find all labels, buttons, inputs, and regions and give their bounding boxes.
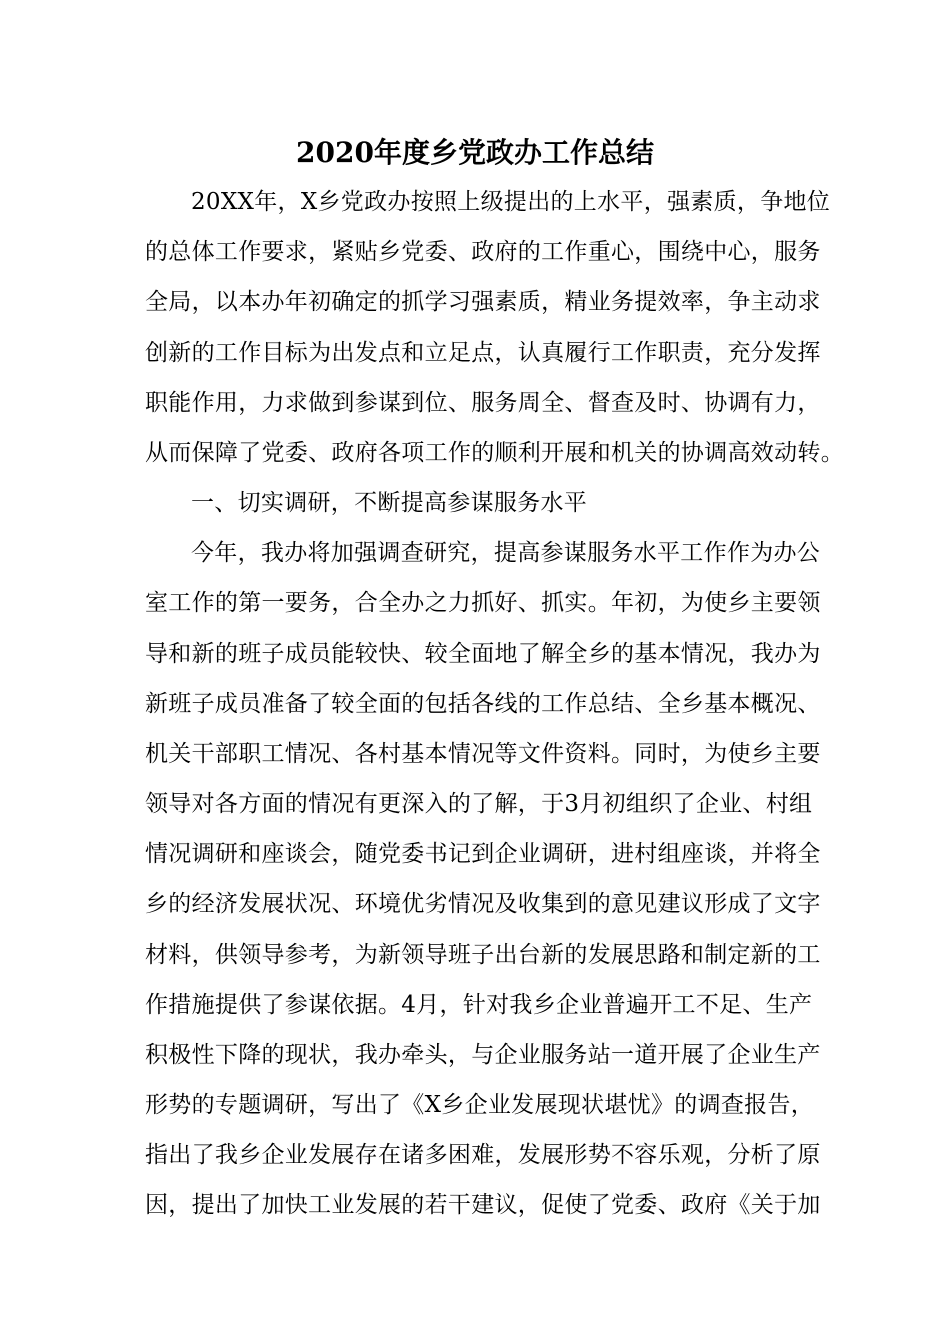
paragraph-line: 因，提出了加快工业发展的若干建议，促使了党委、政府《关于加 — [145, 1192, 821, 1218]
paragraph-line: 乡的经济发展状况、环境优劣情况及收集到的意见建议形成了文字 — [145, 891, 821, 917]
paragraph-line: 新班子成员准备了较全面的包括各线的工作总结、全乡基本概况、 — [145, 691, 821, 717]
paragraph-line: 的总体工作要求，紧贴乡党委、政府的工作重心，围绕中心，服务 — [145, 239, 821, 265]
paragraph-line: 情况调研和座谈会，随党委书记到企业调研，进村组座谈，并将全 — [145, 841, 821, 867]
paragraph-line: 创新的工作目标为出发点和立足点，认真履行工作职责，充分发挥 — [145, 340, 821, 366]
document-title: 2020年度乡党政办工作总结 — [296, 136, 654, 169]
paragraph-line: 20XX年，X乡党政办按照上级提出的上水平，强素质，争地位 — [191, 189, 831, 215]
paragraph-line: 积极性下降的现状，我办牵头，与企业服务站一道开展了企业生产 — [145, 1042, 821, 1068]
section-heading: 一、切实调研，不断提高参谋服务水平 — [191, 490, 588, 516]
paragraph-line: 室工作的第一要务，合全办之力抓好、抓实。年初，为使乡主要领 — [145, 590, 821, 616]
paragraph-line: 材料，供领导参考，为新领导班子出台新的发展思路和制定新的工 — [145, 942, 821, 968]
paragraph-line: 导和新的班子成员能较快、较全面地了解全乡的基本情况，我办为 — [145, 641, 821, 667]
paragraph-line: 指出了我乡企业发展存在诸多困难，发展形势不容乐观，分析了原 — [145, 1142, 821, 1168]
paragraph-line: 形势的专题调研，写出了《X乡企业发展现状堪忧》的调查报告， — [145, 1092, 815, 1118]
paragraph-line: 职能作用，力求做到参谋到位、服务周全、督查及时、协调有力， — [145, 390, 821, 416]
paragraph-line: 作措施提供了参谋依据。4月，针对我乡企业普遍开工不足、生产 — [145, 992, 813, 1018]
paragraph-line: 全局，以本办年初确定的抓学习强素质，精业务提效率，争主动求 — [145, 289, 821, 315]
paragraph-line: 从而保障了党委、政府各项工作的顺利开展和机关的协调高效动转。 — [145, 440, 844, 466]
paragraph-line: 今年，我办将加强调查研究，提高参谋服务水平工作作为办公 — [191, 540, 821, 566]
paragraph-line: 机关干部职工情况、各村基本情况等文件资料。同时，为使乡主要 — [145, 741, 821, 767]
paragraph-line: 领导对各方面的情况有更深入的了解，于3月初组织了企业、村组 — [145, 791, 813, 817]
